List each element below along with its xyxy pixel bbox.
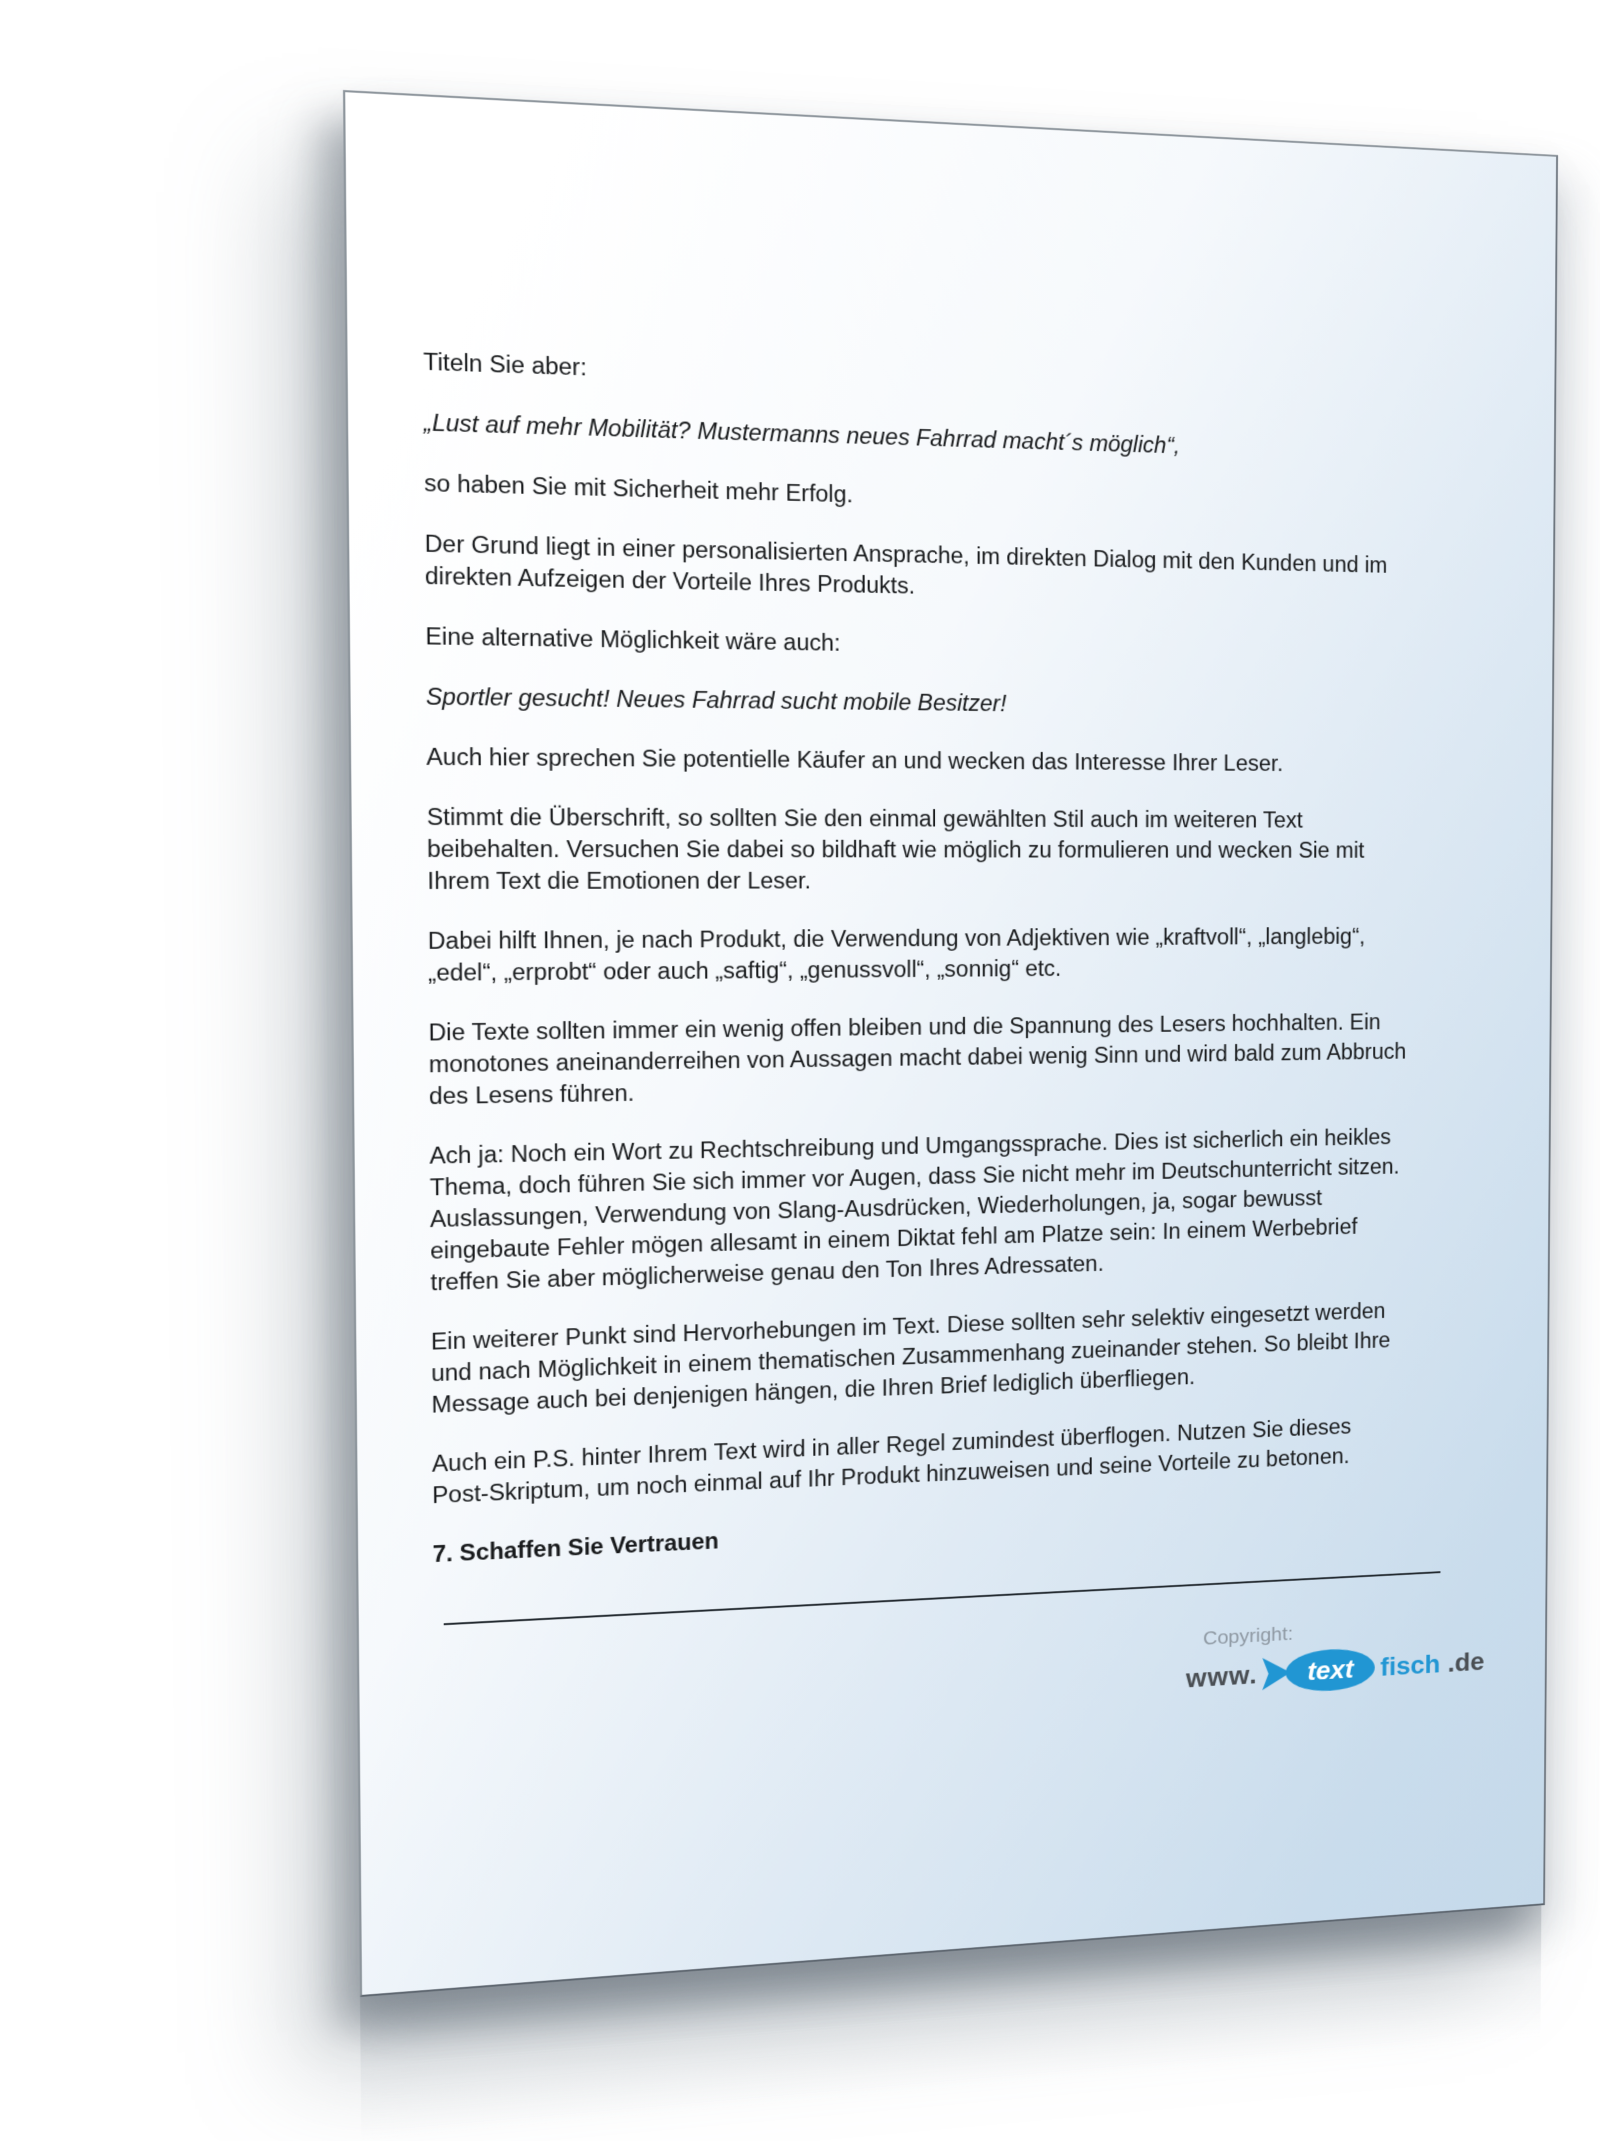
- paragraph-headline-example: „Lust auf mehr Mobilität? Mustermanns neues Fahrrad macht´s möglich“,: [423, 409, 1181, 459]
- logo-text-label: text: [1307, 1654, 1354, 1686]
- paragraph-postscript: Auch ein P.S. hinter Ihrem Text wird in aller Regel zumindest überflogen. Nutzen Sie dieses Post-Skriptum, um noch einmal auf Ihr Produkt hinzuweisen und seine Vorteile zu betonen.: [431, 1414, 1352, 1509]
- fish-tail-icon: [1262, 1655, 1290, 1692]
- paragraph-style: Stimmt die Überschrift, so sollten Sie den einmal gewählten Stil auch im weiteren Text beibehalten. Versuchen Sie dabei so bildhaft wie möglich zu formulieren und wecken Sie mit Ihrem Text die Emotionen der Leser.: [426, 803, 1365, 894]
- paragraph-reason: Der Grund liegt in einer personalisierten Ansprache, im direkten Dialog mit den Kunden und im direkten Aufzeigen der Vorteile Ihres Produkts.: [424, 530, 1388, 599]
- logo-de-label: .de: [1447, 1646, 1485, 1677]
- paragraph-open-texts: Die Texte sollten immer ein wenig offen bleiben und die Spannung des Lesers hochhalten. Ein monotones aneinanderreihen von Aussagen macht dabei wenig Sinn und wird bald zum Abbruch des Lesens führen.: [428, 1009, 1407, 1110]
- paragraph-adjectives: Dabei hilft Ihnen, je nach Produkt, die Verwendung von Adjektiven wie „kraftvoll“, „langlebig“, „edel“, „erprobt“ oder auch „saftig“, „genussvoll“, „sonnig“ etc.: [427, 924, 1366, 986]
- footer-divider-line: [444, 1571, 1441, 1625]
- fish-icon: [1262, 1647, 1375, 1695]
- copyright-label: Copyright:: [1203, 1623, 1294, 1650]
- document-page: [343, 90, 1558, 1997]
- paragraph-spelling: Ach ja: Noch ein Wort zu Rechtschreibung und Umgangssprache. Dies ist sicherlich ein heikles Thema, doch führen Sie sich immer vor Augen, dass Sie nicht mehr im Deutschunterricht sitzen. Auslassungen, Verwendung von Slang-Ausdrücken, Wiederholungen, ja, sogar bewusst eingebaute Fehler mögen allesamt in einem Diktat fehl am Platze sein: In einem Werbebrief treffen Sie aber möglicherweise genau den Ton Ihres Adressaten.: [429, 1124, 1400, 1296]
- logo-www-label: www.: [1185, 1659, 1258, 1693]
- footer-block: [1185, 1613, 1485, 1699]
- paragraph-alternative-example: Sportler gesucht! Neues Fahrrad sucht mobile Besitzer!: [425, 683, 1007, 717]
- paragraph-interest: Auch hier sprechen Sie potentielle Käufer an und wecken das Interesse Ihrer Leser.: [426, 743, 1284, 776]
- paragraph-success: so haben Sie mit Sicherheit mehr Erfolg.: [424, 469, 854, 508]
- section-heading: 7. Schaffen Sie Vertrauen: [432, 1528, 719, 1567]
- logo-fisch-label: fisch: [1380, 1649, 1441, 1681]
- paragraph-highlights: Ein weiterer Punkt sind Hervorhebungen im Text. Diese sollten sehr selektiv eingesetzt werden und nach Möglichkeit in einem thematischen Zusammenhang zueinander stehen. So bleibt Ihre Message auch bei denjenigen hängen, die Ihren Brief lediglich überfliegen.: [430, 1298, 1391, 1418]
- fish-body-icon: [1286, 1647, 1375, 1694]
- paragraph-alternative-intro: Eine alternative Möglichkeit wäre auch:: [425, 623, 841, 656]
- paragraph-intro-title: Titeln Sie aber:: [423, 348, 587, 381]
